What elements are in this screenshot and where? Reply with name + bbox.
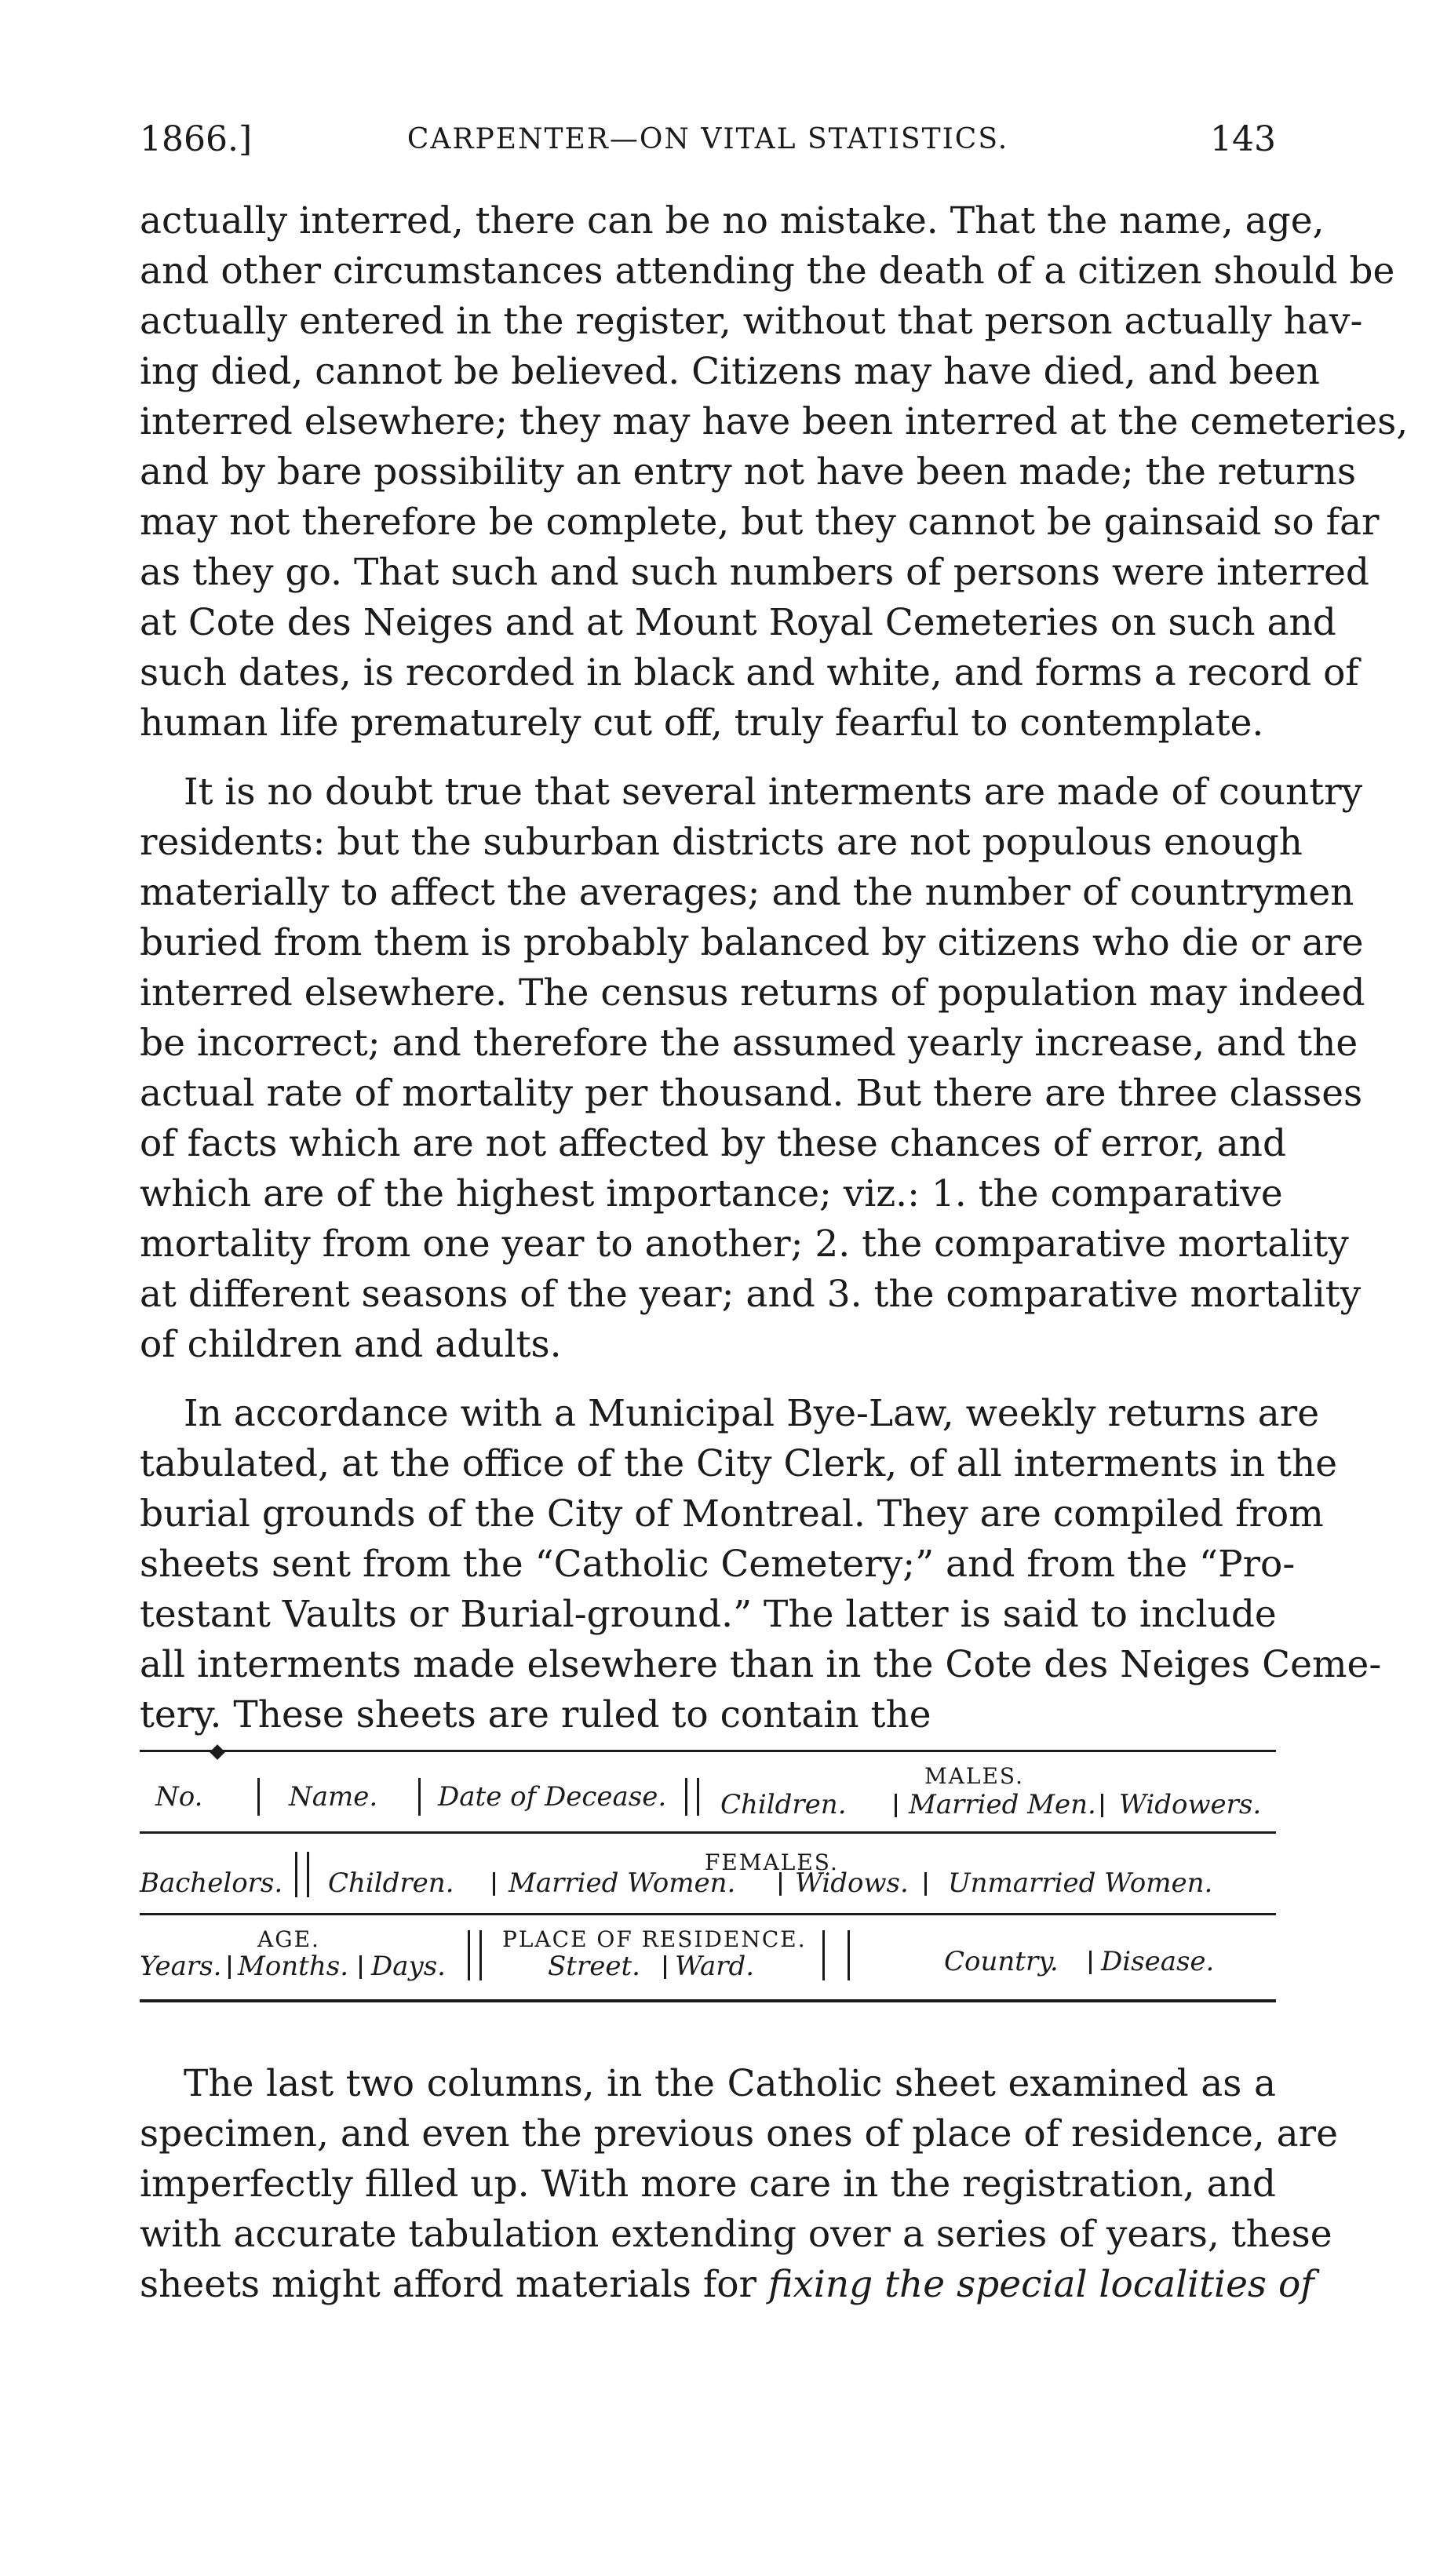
text-line: mortality from one year to another; 2. the comparative mortality [140, 1222, 1349, 1266]
col-street: Street. [548, 1951, 640, 1982]
col-days: Days. [371, 1951, 446, 1982]
group-males: MALES. [924, 1763, 1025, 1789]
column-divider [468, 1930, 470, 1980]
text-line: residents: but the suburban districts are not populous enough [140, 821, 1303, 864]
col-bachelors: Bachelors. [140, 1867, 283, 1899]
text-line: may not therefore be complete, but they cannot be gainsaid so far [140, 501, 1380, 544]
column-divider [664, 1955, 666, 1979]
column-divider [493, 1872, 495, 1896]
rule [140, 1913, 1276, 1915]
text-line: and other circumstances attending the death of a citizen should be [140, 250, 1395, 293]
col-married-men: Married Men. [909, 1789, 1096, 1820]
italic-text-run: fixing the special localities of [767, 2263, 1314, 2306]
text-line: be incorrect; and therefore the assumed yearly increase, and the [140, 1022, 1358, 1065]
col-no: No. [155, 1781, 203, 1813]
running-head [140, 116, 1276, 163]
rule [140, 1999, 1276, 2002]
text-line: with accurate tabulation extending over a series of years, these [140, 2213, 1332, 2256]
text-line: at Cote des Neiges and at Mount Royal Cemeteries on such and [140, 601, 1336, 644]
text-line: as they go. That such and such numbers of persons were interred [140, 551, 1369, 594]
register-sheet-columns [140, 1750, 1276, 2009]
text-line: at different seasons of the year; and 3. the comparative mortality [140, 1273, 1362, 1316]
column-divider [1101, 1794, 1103, 1817]
rule [140, 1750, 1276, 1752]
text-line: buried from them is probably balanced by citizens who die or are [140, 921, 1364, 964]
column-divider [295, 1852, 297, 1897]
column-divider [1089, 1951, 1092, 1974]
paragraph-2 [140, 767, 1365, 1370]
column-divider [359, 1955, 362, 1979]
column-divider [822, 1930, 825, 1980]
column-divider [257, 1778, 260, 1816]
group-age: AGE. [257, 1926, 320, 1952]
text-line: such dates, is recorded in black and white, and forms a record of [140, 651, 1359, 694]
col-ward: Ward. [675, 1951, 755, 1982]
text-line: actually interred, there can be no mistake. That the name, age, [140, 199, 1325, 242]
col-date-of-decease: Date of Decease. [438, 1781, 667, 1813]
col-male-children: Children. [720, 1789, 847, 1820]
text-line: burial grounds of the City of Montreal. They are compiled from [140, 1492, 1324, 1536]
rule-ornament [210, 1744, 225, 1760]
rule [140, 1831, 1276, 1834]
col-country: Country. [944, 1946, 1059, 1977]
text-line: tery. These sheets are ruled to contain the [140, 1693, 931, 1736]
column-divider [685, 1778, 687, 1816]
col-widowers: Widowers. [1119, 1789, 1262, 1820]
column-divider [307, 1852, 309, 1897]
col-married-women: Married Women. [509, 1867, 736, 1899]
column-divider [697, 1778, 699, 1816]
text-line: of children and adults. [140, 1323, 562, 1366]
col-widows: Widows. [795, 1867, 909, 1899]
text-line: sheets sent from the “Catholic Cemetery;” and from the “Pro- [140, 1543, 1296, 1586]
col-disease: Disease. [1101, 1946, 1215, 1977]
column-divider [479, 1930, 482, 1980]
header-title: CARPENTER—ON VITAL STATISTICS. [406, 123, 1009, 155]
text-line: It is no doubt true that several interments are made of country [184, 771, 1363, 814]
text-line: tabulated, at the office of the City Clerk, of all interments in the [140, 1442, 1338, 1485]
group-place-of-residence: PLACE OF RESIDENCE. [502, 1926, 807, 1952]
text-line: which are of the highest importance; viz.: 1. the comparative [140, 1172, 1283, 1215]
col-name: Name. [289, 1781, 378, 1813]
col-unmarried-women: Unmarried Women. [948, 1867, 1213, 1899]
column-divider [418, 1778, 421, 1816]
text-line: ing died, cannot be believed. Citizens may have died, and been [140, 350, 1320, 393]
text-line: and by bare possibility an entry not have been made; the returns [140, 450, 1356, 494]
column-divider [779, 1872, 782, 1896]
text-line [140, 2260, 1314, 2310]
paragraph-1 [140, 196, 1409, 749]
column-divider [895, 1794, 897, 1817]
col-years: Years. [140, 1951, 222, 1982]
text-line: all interments made elsewhere than in the Cote des Neiges Ceme- [140, 1643, 1382, 1686]
group-females: FEMALES. [705, 1849, 839, 1875]
column-divider [228, 1955, 231, 1979]
text-line: In accordance with a Municipal Bye-Law, weekly returns are [184, 1392, 1320, 1435]
text-line: materially to affect the averages; and the number of countrymen [140, 871, 1354, 914]
text-line: specimen, and even the previous ones of place of residence, are [140, 2112, 1338, 2155]
text-line: interred elsewhere. The census returns of population may indeed [140, 971, 1365, 1015]
column-divider [924, 1872, 927, 1896]
text-line: interred elsewhere; they may have been interred at the cemeteries, [140, 400, 1409, 443]
text-line: actual rate of mortality per thousand. But there are three classes [140, 1072, 1363, 1115]
text-line: actually entered in the register, without that person actually hav- [140, 300, 1363, 343]
text-line: human life prematurely cut off, truly fearful to contemplate. [140, 701, 1264, 745]
col-female-children: Children. [328, 1867, 454, 1899]
paragraph-4 [140, 2059, 1338, 2310]
page-number: 143 [1210, 119, 1276, 159]
text-run: sheets might afford materials for [140, 2263, 757, 2306]
paragraph-3 [140, 1389, 1382, 1740]
column-divider [848, 1930, 850, 1980]
col-months: Months. [238, 1951, 348, 1982]
text-line: of facts which are not affected by these chances of error, and [140, 1122, 1287, 1165]
text-line: imperfectly filled up. With more care in the registration, and [140, 2162, 1276, 2206]
header-year: 1866.] [140, 119, 253, 159]
text-line: testant Vaults or Burial-ground.” The latter is said to include [140, 1593, 1277, 1636]
text-line: The last two columns, in the Catholic sheet examined as a [184, 2062, 1276, 2105]
